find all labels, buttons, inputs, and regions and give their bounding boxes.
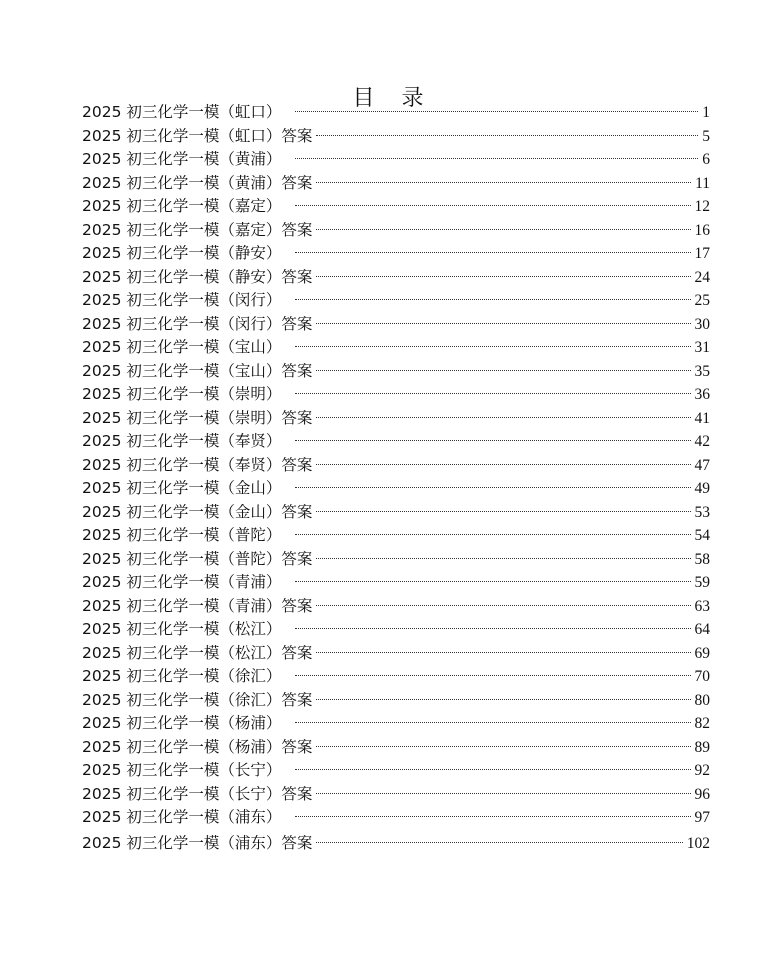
toc-entry-label: 2025 初三化学一模（闵行）答案 [82,314,313,333]
toc-dot-leader [316,276,690,277]
toc-entry-label: 2025 初三化学一模（宝山）答案 [82,361,313,380]
toc-entry-label: 2025 初三化学一模（嘉定） [82,197,282,215]
toc-entry-label: 2025 初三化学一模（金山） [82,479,282,497]
toc-entry[interactable] [82,759,710,783]
toc-dot-leader [316,182,691,183]
toc-entry-page-number: 31 [694,339,710,356]
toc-entry-label: 2025 初三化学一模（虹口） [82,103,282,121]
toc-entry[interactable] [82,712,710,736]
toc-entry-page-number: 36 [694,386,710,403]
toc-entry-page-number: 54 [694,527,710,544]
toc-entry[interactable] [82,195,710,219]
toc-entry-page-number: 69 [694,644,710,662]
toc-entry[interactable] [82,806,710,830]
toc-entry[interactable] [82,736,710,760]
toc-entry[interactable] [82,477,710,501]
toc-dot-leader [316,652,690,653]
toc-entry-page-number: 42 [694,433,710,450]
toc-entry[interactable] [82,266,710,290]
toc-entry[interactable] [82,642,710,666]
toc-entry-label: 2025 初三化学一模（嘉定）答案 [82,220,313,239]
toc-entry-label: 2025 初三化学一模（奉贤）答案 [82,455,313,474]
toc-entry-label: 2025 初三化学一模（杨浦） [82,714,282,732]
toc-entry-label: 2025 初三化学一模（松江）答案 [82,643,313,662]
toc-entry[interactable] [82,832,710,856]
toc-entry-page-number: 63 [694,597,710,615]
toc-dot-leader [316,323,690,324]
toc-dot-leader [295,769,690,770]
toc-entry[interactable] [82,336,710,360]
toc-list [82,101,710,855]
toc-entry-label: 2025 初三化学一模（浦东）答案 [82,833,313,852]
toc-entry-page-number: 16 [694,221,710,239]
toc-entry[interactable] [82,360,710,384]
toc-entry[interactable] [82,595,710,619]
toc-dot-leader [295,581,690,582]
toc-entry-page-number: 11 [695,174,710,192]
toc-dot-leader [295,346,690,347]
toc-entry-page-number: 53 [694,503,710,521]
toc-entry-page-number: 82 [694,715,710,732]
toc-dot-leader [316,464,690,465]
toc-dot-leader [295,158,698,159]
toc-entry-page-number: 17 [694,245,710,262]
toc-entry[interactable] [82,501,710,525]
toc-entry[interactable] [82,430,710,454]
toc-entry-label: 2025 初三化学一模（普陀） [82,526,282,544]
toc-entry[interactable] [82,548,710,572]
toc-entry-page-number: 70 [694,668,710,685]
toc-entry-label: 2025 初三化学一模（浦东） [82,808,282,826]
toc-entry[interactable] [82,125,710,149]
toc-dot-leader [316,842,682,843]
toc-entry[interactable] [82,101,710,125]
toc-title: 目 录 [352,85,434,111]
toc-entry[interactable] [82,313,710,337]
toc-dot-leader [295,675,690,676]
toc-entry[interactable] [82,289,710,313]
toc-entry-label: 2025 初三化学一模（黄浦） [82,150,282,168]
toc-entry-page-number: 102 [686,834,710,852]
toc-entry-page-number: 35 [694,362,710,380]
toc-entry-label: 2025 初三化学一模（徐汇） [82,667,282,685]
toc-entry-label: 2025 初三化学一模（崇明） [82,385,282,403]
toc-dot-leader [316,135,698,136]
toc-dot-leader [316,699,690,700]
toc-entry[interactable] [82,665,710,689]
toc-entry-page-number: 5 [702,127,710,145]
toc-dot-leader [295,252,690,253]
toc-entry-page-number: 1 [702,104,710,121]
toc-entry-page-number: 30 [694,315,710,333]
toc-entry-page-number: 47 [694,456,710,474]
toc-entry-label: 2025 初三化学一模（奉贤） [82,432,282,450]
toc-entry-label: 2025 初三化学一模（虹口）答案 [82,126,313,145]
toc-dot-leader [316,511,690,512]
toc-entry[interactable] [82,524,710,548]
toc-entry[interactable] [82,571,710,595]
toc-entry-label: 2025 初三化学一模（静安）答案 [82,267,313,286]
toc-entry-label: 2025 初三化学一模（静安） [82,244,282,262]
toc-entry-page-number: 89 [694,738,710,756]
toc-dot-leader [316,417,690,418]
toc-entry-label: 2025 初三化学一模（长宁） [82,761,282,779]
toc-entry-label: 2025 初三化学一模（宝山） [82,338,282,356]
toc-entry[interactable] [82,219,710,243]
toc-entry[interactable] [82,407,710,431]
toc-entry-label: 2025 初三化学一模（松江） [82,620,282,638]
toc-entry-page-number: 25 [694,292,710,309]
toc-dot-leader [295,111,698,112]
toc-entry[interactable] [82,148,710,172]
toc-entry-page-number: 92 [694,762,710,779]
toc-dot-leader [316,793,690,794]
toc-entry-label: 2025 初三化学一模（青浦）答案 [82,596,313,615]
toc-entry[interactable] [82,242,710,266]
toc-entry-page-number: 49 [694,480,710,497]
toc-dot-leader [316,605,690,606]
toc-dot-leader [295,816,690,817]
toc-entry-page-number: 12 [694,198,710,215]
toc-entry-page-number: 6 [702,151,710,168]
toc-dot-leader [295,628,690,629]
toc-entry-label: 2025 初三化学一模（金山）答案 [82,502,313,521]
toc-dot-leader [295,393,690,394]
toc-entry-label: 2025 初三化学一模（徐汇）答案 [82,690,313,709]
toc-entry-page-number: 24 [694,268,710,286]
toc-entry[interactable] [82,783,710,807]
toc-entry-page-number: 59 [694,574,710,591]
toc-entry-page-number: 80 [694,691,710,709]
toc-dot-leader [295,534,690,535]
toc-dot-leader [316,558,690,559]
toc-entry-page-number: 41 [694,409,710,427]
toc-entry-page-number: 64 [694,621,710,638]
toc-entry-label: 2025 初三化学一模（崇明）答案 [82,408,313,427]
toc-entry-page-number: 58 [694,550,710,568]
toc-dot-leader [295,487,690,488]
toc-dot-leader [295,299,690,300]
toc-entry[interactable] [82,618,710,642]
toc-entry-label: 2025 初三化学一模（黄浦）答案 [82,173,313,192]
toc-entry[interactable] [82,689,710,713]
toc-entry-page-number: 96 [694,785,710,803]
toc-dot-leader [316,370,690,371]
toc-dot-leader [295,205,690,206]
toc-entry-label: 2025 初三化学一模（普陀）答案 [82,549,313,568]
toc-entry[interactable] [82,454,710,478]
toc-entry-page-number: 97 [694,809,710,826]
toc-entry[interactable] [82,383,710,407]
toc-entry-label: 2025 初三化学一模（长宁）答案 [82,784,313,803]
toc-dot-leader [295,722,690,723]
toc-dot-leader [316,229,690,230]
toc-dot-leader [316,746,690,747]
toc-entry-label: 2025 初三化学一模（闵行） [82,291,282,309]
toc-entry[interactable] [82,172,710,196]
toc-dot-leader [295,440,690,441]
toc-entry-label: 2025 初三化学一模（杨浦）答案 [82,737,313,756]
toc-entry-label: 2025 初三化学一模（青浦） [82,573,282,591]
